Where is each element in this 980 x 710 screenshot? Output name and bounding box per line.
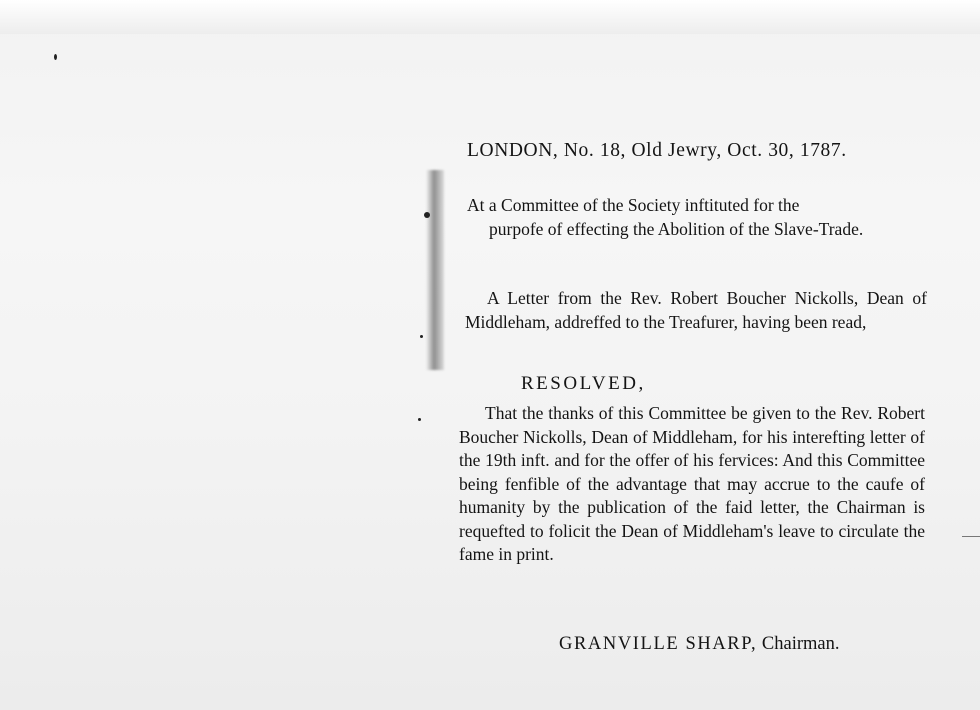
resolution-paragraph: That the thanks of this Committee be given to the Rev. Robert Boucher Nickolls, Dean of Middleham, for his interefting letter of the 19th inft. and for the offer of his fervices: And this Committee being fenfible of the advantage that may accrue to the caufe of humanity by the publication of the faid letter, the Chairman is requefted to folicit the Dean of Middleham's leave to circulate the fame in print.	[459, 403, 925, 564]
resolved-heading: RESOLVED,	[521, 373, 646, 394]
signature-name: GRANVILLE SHARP,	[559, 634, 758, 654]
committee-paragraph-first-line: At a Committee of the Society inftituted for the	[467, 195, 800, 215]
ink-speck	[420, 335, 423, 338]
dateline: LONDON, No. 18, Old Jewry, Oct. 30, 1787.	[467, 140, 847, 161]
signature	[559, 634, 839, 655]
committee-paragraph	[467, 194, 929, 241]
binding-gutter-shadow	[426, 170, 444, 370]
ink-speck	[418, 418, 421, 421]
edge-rule	[962, 536, 980, 537]
signature-title: Chairman.	[761, 634, 840, 654]
ink-speck	[424, 212, 430, 218]
ink-speck	[54, 54, 57, 60]
committee-paragraph-rest: purpofe of effecting the Abolition of the Slave-Trade.	[489, 218, 864, 239]
letter-paragraph: A Letter from the Rev. Robert Boucher Nickolls, Dean of Middleham, addreffed to the Treafurer, having been read,	[465, 288, 927, 332]
page-top-shade	[0, 0, 980, 34]
